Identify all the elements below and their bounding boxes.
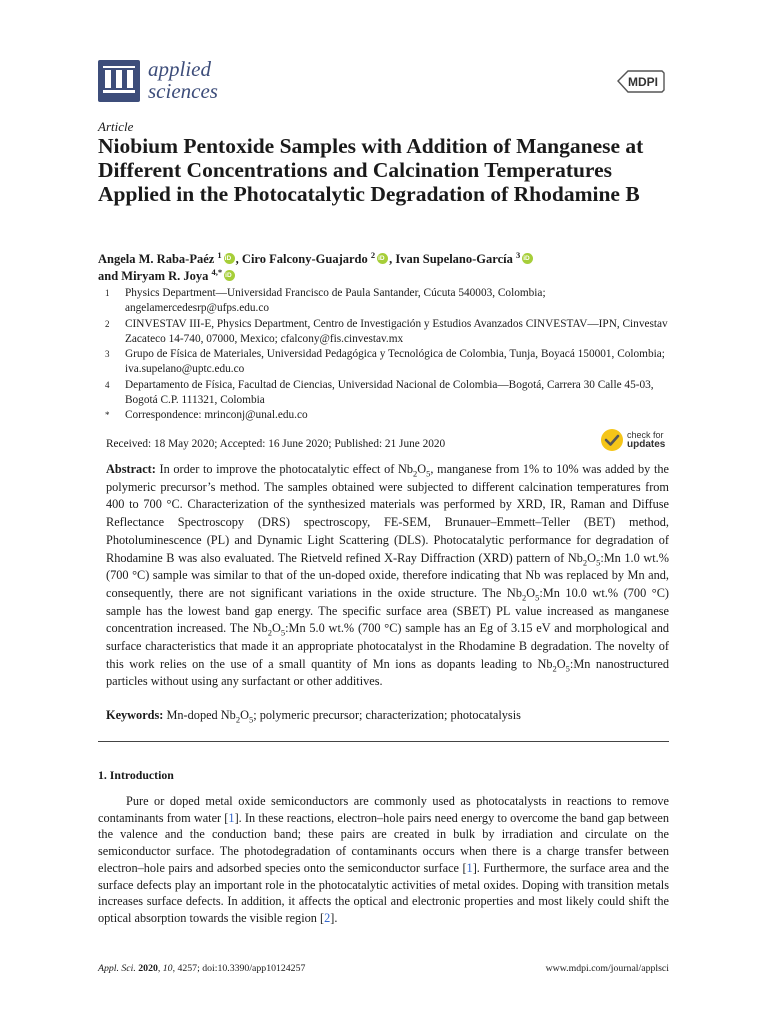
abstract-text: :Mn nanostructured particles without using any surfactant or other additives. [106, 656, 669, 689]
affiliation-item [98, 408, 678, 423]
abstract-text: :Mn 1.0 wt.% (700 °C) sample was similar to that of the un-doped oxide, therefore indicating that Nb was replaced by Mn and, consequently, there are not significant variations in the oxide structure. The Nb [106, 550, 669, 600]
affiliation-list [98, 286, 678, 424]
check-for-updates-button[interactable] [600, 428, 665, 452]
check-updates-line1: check for [627, 430, 664, 440]
abstract-text: In order to improve the photocatalytic effect of Nb [155, 462, 413, 476]
keywords-text: ; polymeric precursor; characterization; photocatalysis [253, 708, 521, 722]
orcid-icon[interactable] [224, 253, 235, 264]
subscript: 5 [248, 714, 254, 725]
paper-title: Niobium Pentoxide Samples with Addition of Manganese at Different Concentrations and Calcination Temperatures Applied in the Photocatalytic Degradation of Rhodamine B [98, 134, 644, 206]
affiliation-text: Physics Department—Universidad Francisco de Paula Santander, Cúcuta 540003, Colombia; angelamercedesrp@ufps.edu.co [125, 287, 546, 315]
subscript: 2 [267, 627, 272, 638]
correspondence-text: Correspondence: mrinconj@unal.edu.co [125, 409, 308, 422]
abstract-text: :Mn 10.0 wt.% (700 °C) sample has the lowest band gap energy. The specific surface area (SBET) PL value increased as manganese concentration increased. The Nb [106, 585, 669, 636]
subscript: 5 [535, 592, 540, 603]
subscript: 2 [235, 714, 241, 725]
author-name: , Ciro Falcony-Guajardo [235, 252, 368, 266]
check-updates-line2: updates [627, 439, 666, 450]
publisher-name: MDPI [628, 75, 658, 89]
affiliation-item [98, 378, 678, 409]
subscript: 2 [413, 468, 418, 479]
author-affil-mark: 3 [515, 249, 521, 260]
section-divider [98, 741, 669, 742]
citation-link[interactable]: 1 [466, 860, 473, 875]
footer-year: 2020 [138, 963, 158, 974]
journal-name-line1: applied [148, 57, 211, 81]
introduction-paragraph [98, 793, 669, 927]
orcid-icon[interactable] [522, 253, 533, 264]
subscript: 5 [280, 627, 286, 638]
affiliation-mark: 3 [105, 349, 110, 360]
affiliation-mark: 4 [105, 379, 110, 390]
author-name: and Miryam R. Joya [98, 269, 209, 283]
journal-name-line2: sciences [148, 79, 218, 103]
footer-citation: Appl. Sci. 2020, 10, 4257; doi:10.3390/app10124257 [98, 963, 306, 974]
orcid-icon[interactable] [224, 270, 235, 281]
affiliation-text: Departamento de Física, Facultad de Ciencias, Universidad Nacional de Colombia—Bogotá, Carrera 30 Calle 45-03, Bogotá C.P. 111321, Colombia [125, 378, 654, 407]
check-updates-label [627, 431, 665, 449]
abstract: Abstract: In order to improve the photocatalytic effect of $Nb_2O_5$, manganese from 1% to 10% was added by the polymeric precursor’s method. The samples obtained were subjected to different calcination temperatures from 400 to 700 °C. Characterization of the synthesized materials was performed by XRD, IR, Raman and Diffuse Reflectance Spectroscopy (DRS) spectroscopy, FE-SEM, Brunauer–Emmett–Teller (BET) method, Photoluminescence (PL) and Dynamic Light Scattering (DLS). Photocatalytic performance for degradation of Rhodamine B was also evaluated. The Rietveld refined X-Ray Diffraction (XRD) pattern of $Nb_2O_5:Mn$ 1.0 wt.% (700 °C) sample was similar to that of the un-doped oxide, therefore indicating that Nb was replaced by Mn and, consequently, there are not significant variations in the oxide structure. The $Nb_2O_5:Mn$ 10.0 wt.% (700 °C) sample has the lowest band gap energy. The specific surface area (SBET) PL value increased as manganese concentration increased. The $Nb_2O_5:Mn$ 5.0 wt.% (700 °C) sample has an Eg of 3.15 eV and morphological and surface characteristics that made it an appropriate photocatalyst in the Rhodamine B degradation. The novelty of this work relies on the use of a small quantity of Mn ions as dopants leading to $Nb_2O_5:Mn$ nanostructured particles without using any surfactant or other additives. [106, 462, 669, 689]
citation-link[interactable]: 1 [228, 810, 235, 825]
article-type: Article [98, 119, 134, 134]
subscript: 2 [552, 663, 557, 674]
paragraph-text: ]. [330, 910, 338, 925]
footer-journal-url[interactable]: www.mdpi.com/journal/applsci [545, 963, 669, 974]
paragraph-text: ]. Furthermore, the surface area and the surface defects play an important role in the photocatalytic activities of metal oxides. Doping with transition metals increases surface defects. In addition, it affects the optical and electronic properties and most likely could shift the optical absorption towards the visible region [ [98, 860, 669, 925]
keywords: Keywords: Mn-doped $Nb_2O_5$; polymeric precursor; characterization; photocatalysis [106, 708, 521, 725]
author-list [98, 251, 678, 285]
author-affil-mark: 1 [217, 249, 222, 260]
footer-journal: Appl. Sci. [98, 963, 136, 974]
mdpi-logo-icon [614, 68, 668, 95]
footer-doi: , 4257; doi:10.3390/app10124257 [172, 963, 306, 974]
affiliation-text: Grupo de Física de Materiales, Universidad Pedagógica y Tecnológica de Colombia, Tunja, Boyacá 150001, Colombia; iva.supelano@uptc.edu.co [125, 348, 665, 376]
section-heading: 1. Introduction [98, 768, 174, 782]
author-affil-mark: 2 [370, 249, 376, 260]
subscript: 5 [565, 663, 570, 674]
subscript: 5 [596, 556, 601, 567]
abstract-text: , manganese from 1% to 10% was added by the polymeric precursor’s method. The samples obtained were subjected to different calcination temperatures from 400 to 700 °C. Characterization of the synthesized materials was performed by XRD, IR, Raman and Diffuse Reflectance Spectroscopy (DRS) spectroscopy, FE-SEM, Brunauer–Emmett–Teller (BET) method, Photoluminescence (PL) and Dynamic Light Scattering (DLS). Photocatalytic performance for degradation of Rhodamine B was also evaluated. The Rietveld refined X-Ray Diffraction (XRD) pattern of Nb [106, 462, 669, 565]
affiliation-item [98, 317, 678, 348]
affiliation-mark: 2 [105, 318, 110, 329]
publication-dates: Received: 18 May 2020; Accepted: 16 June 2020; Published: 21 June 2020 [106, 438, 446, 450]
abstract-text: :Mn 5.0 wt.% (700 °C) sample has an Eg of 3.15 eV and morphological and surface characteristics that made it an appropriate photocatalyst in the Rhodamine B degradation. The novelty of this work relies on the use of a small quantity of Mn ions as dopants leading to Nb [106, 621, 669, 671]
keywords-text: Mn-doped Nb [163, 708, 236, 722]
subscript: 2 [521, 592, 527, 603]
paragraph-text: Pure or doped metal oxide semiconductors are commonly used as photocatalysts in reactions to remove contaminants from water [ [98, 794, 669, 825]
keywords-label: Keywords: [106, 708, 164, 722]
subscript: 2 [582, 556, 588, 567]
affiliation-item [98, 286, 678, 317]
affiliation-item [98, 347, 678, 378]
affiliation-mark: * [105, 410, 110, 421]
author-name: , Ivan Supelano-García [389, 252, 513, 266]
author-affil-mark: 4,* [211, 266, 223, 277]
affiliation-text: CINVESTAV III-E, Physics Department, Centro de Investigación y Estudios Avanzados CINVESTAV—IPN, Cinvestav Zacateco 14-740, 07000, Mexico; cfalcony@fis.cinvestav.mx [125, 317, 668, 345]
footer-volume: 10 [162, 963, 173, 974]
affiliation-mark: 1 [105, 288, 110, 298]
paragraph-text: ]. In these reactions, electron–hole pairs need energy to overcome the band gap between the valence and the conduction band; these pairs are created in bulk by irradiation and circulate on the semiconductor surface. The photodegradation of contaminants occurs when there is a charge transfer between electron–hole pairs and adsorbed species onto the semiconductor surface [ [98, 810, 669, 875]
author-name: Angela M. Raba-Paéz [98, 252, 215, 266]
check-updates-icon [600, 428, 624, 452]
journal-logo-icon [98, 60, 140, 102]
subscript: 5 [426, 468, 431, 479]
citation-link[interactable]: 2 [324, 910, 331, 925]
abstract-label: Abstract: [106, 462, 156, 476]
journal-name [148, 58, 218, 102]
orcid-icon[interactable] [377, 253, 388, 264]
